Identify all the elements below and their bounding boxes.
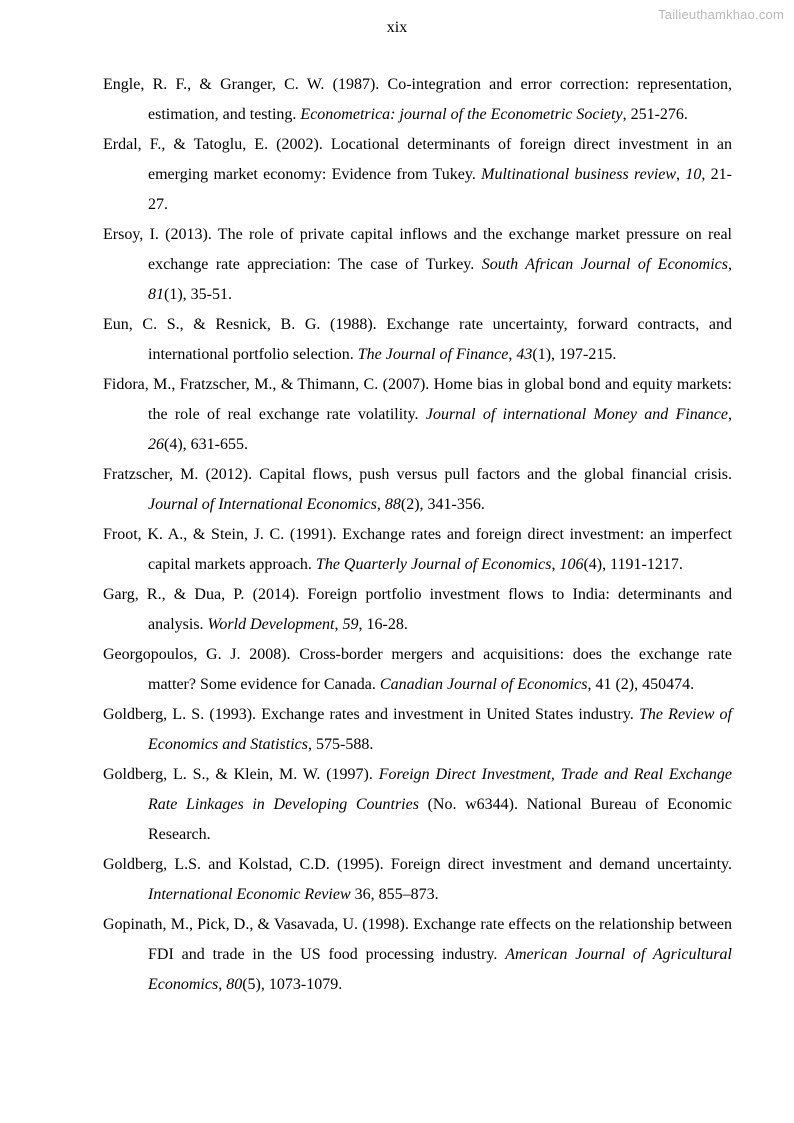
reference-journal-text: World Development xyxy=(207,616,335,633)
reference-text: Goldberg, L. S., & Klein, M. W. (1997). xyxy=(103,766,379,783)
reference-text: , xyxy=(676,166,686,183)
reference-journal-text: International Economic Review xyxy=(148,886,351,903)
reference-item xyxy=(103,310,732,370)
reference-journal-text: American Journal of Agricultural Economics xyxy=(148,946,733,993)
reference-text: , xyxy=(334,616,343,633)
reference-item xyxy=(103,910,732,1000)
reference-journal-text: Econometrica: journal of the Econometric Society xyxy=(300,106,623,123)
reference-text: (5), 1073-1079. xyxy=(242,976,343,993)
reference-text: (2), 341-356. xyxy=(400,496,485,513)
reference-item xyxy=(103,850,732,910)
reference-journal-text: Journal of international Money and Finance xyxy=(425,406,728,423)
reference-journal-text: 43 xyxy=(516,346,533,363)
reference-item xyxy=(103,70,732,130)
reference-text: Goldberg, L.S. and Kolstad, C.D. (1995). Foreign direct investment and demand uncertainty. xyxy=(103,856,732,873)
page-number: xix xyxy=(386,19,408,36)
reference-journal-text: South African Journal of Economics xyxy=(481,256,729,273)
reference-item xyxy=(103,580,732,640)
reference-text: , 16-28. xyxy=(358,616,408,633)
reference-journal-text: The Quarterly Journal of Economics xyxy=(315,556,552,573)
reference-item xyxy=(103,700,732,760)
reference-text: Goldberg, L. S. (1993). Exchange rates and investment in United States industry. xyxy=(103,706,639,723)
reference-text: (4), 1191-1217. xyxy=(583,556,683,573)
reference-text: , xyxy=(508,346,517,363)
reference-text: , xyxy=(218,976,227,993)
reference-item xyxy=(103,130,732,220)
reference-item xyxy=(103,760,732,850)
reference-item xyxy=(103,520,732,580)
reference-journal-text: 10 xyxy=(685,166,702,183)
reference-journal-text: 106 xyxy=(559,556,584,573)
reference-text: , 575-588. xyxy=(307,736,374,753)
reference-journal-text: Canadian Journal of Economics xyxy=(379,676,588,693)
reference-journal-text: The Journal of Finance xyxy=(357,346,509,363)
reference-text: Engle, R. F., & Granger, C. W. (1987). Co-integration and error correction: representation, estimation, and testing. xyxy=(103,76,732,123)
reference-journal-text: Journal of International Economics xyxy=(148,496,377,513)
reference-text: , xyxy=(376,496,385,513)
reference-journal-text: 59 xyxy=(342,616,359,633)
reference-journal-text: Multinational business review xyxy=(481,166,677,183)
reference-text: (1), 35-51. xyxy=(164,286,232,303)
reference-text: (4), 631-655. xyxy=(164,436,248,453)
reference-text: Gopinath, M., Pick, D., & Vasavada, U. (1998). Exchange rate effects on the relationship between FDI and trade in the US food processing industry. xyxy=(103,916,732,963)
reference-journal-text: 88 xyxy=(384,496,401,513)
reference-text: (1), 197-215. xyxy=(532,346,617,363)
reference-journal-text: 81 xyxy=(148,286,164,303)
references-list xyxy=(103,70,732,1000)
reference-text: , 41 (2), 450474. xyxy=(587,676,695,693)
reference-journal-text: Foreign Direct Investment, Trade and Real Exchange Rate Linkages in Developing Countries xyxy=(148,766,733,813)
reference-text: Froot, K. A., & Stein, J. C. (1991). Exchange rates and foreign direct investment: an imperfect capital markets approach. xyxy=(103,526,732,573)
reference-text: Fidora, M., Fratzscher, M., & Thimann, C. (2007). Home bias in global bond and equity markets: the role of real exchange rate volatility. xyxy=(103,376,732,423)
reference-journal-text: 80 xyxy=(226,976,243,993)
reference-text: , xyxy=(728,406,732,423)
reference-text: Georgopoulos, G. J. 2008). Cross-border mergers and acquisitions: does the exchange rate matter? Some evidence for Canada. xyxy=(103,646,732,693)
watermark: Tailieuthamkhao.com xyxy=(658,7,784,22)
reference-text: (No. w6344). National Bureau of Economic Research. xyxy=(148,796,732,843)
reference-text: Garg, R., & Dua, P. (2014). Foreign portfolio investment flows to India: determinants and analysis. xyxy=(103,586,732,633)
reference-text: 36, 855–873. xyxy=(350,886,439,903)
reference-item xyxy=(103,640,732,700)
reference-item xyxy=(103,460,732,520)
reference-text: , xyxy=(728,256,733,273)
reference-journal-text: The Review of Economics and Statistics xyxy=(148,706,733,753)
reference-text: Ersoy, I. (2013). The role of private capital inflows and the exchange market pressure on real exchange rate appreciation: The case of Turkey. xyxy=(103,226,732,273)
reference-item xyxy=(103,220,732,310)
reference-text: Erdal, F., & Tatoglu, E. (2002). Locational determinants of foreign direct investment in an emerging market economy: Evidence from Tukey. xyxy=(103,136,732,183)
reference-journal-text: 26 xyxy=(148,436,164,453)
reference-item xyxy=(103,370,732,460)
reference-text: Eun, C. S., & Resnick, B. G. (1988). Exchange rate uncertainty, forward contracts, and international portfolio selection. xyxy=(103,316,732,363)
reference-text: Fratzscher, M. (2012). Capital flows, push versus pull factors and the global financial crisis. xyxy=(103,466,732,483)
reference-text: , 251-276. xyxy=(622,106,688,123)
reference-text: , 21-27. xyxy=(148,166,732,213)
reference-text: , xyxy=(551,556,560,573)
